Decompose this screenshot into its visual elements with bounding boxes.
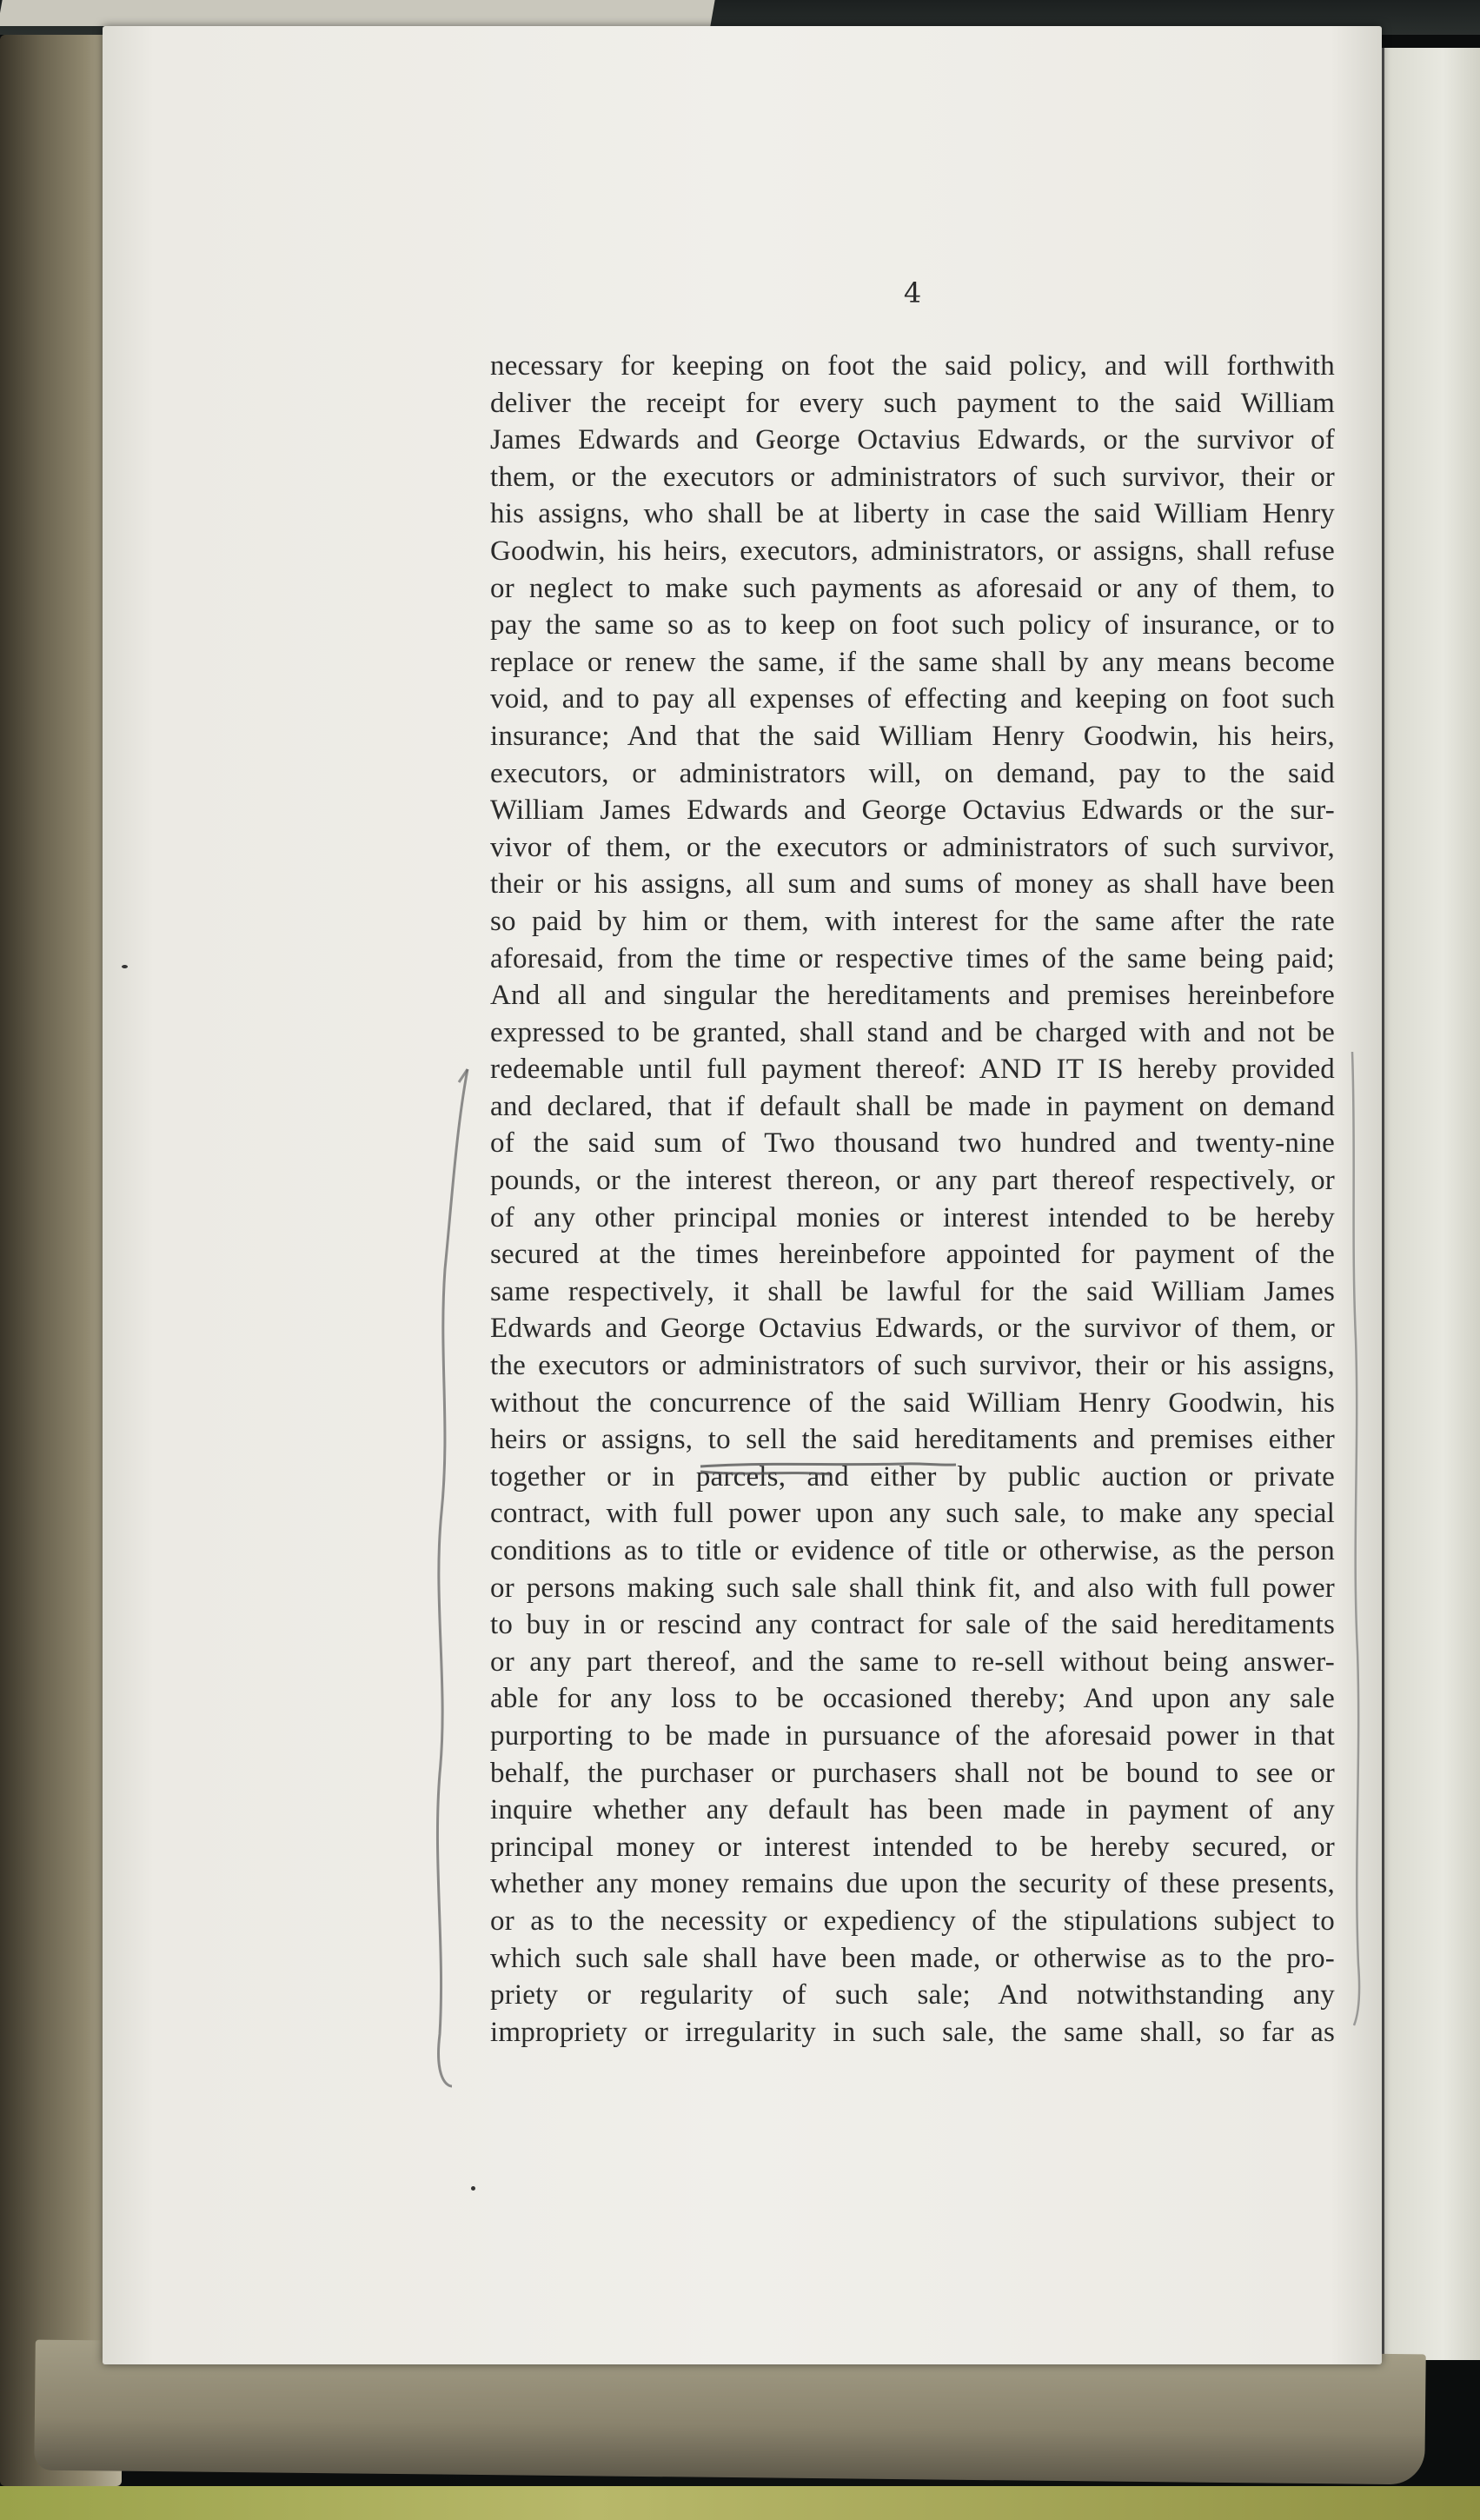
text-line: or any part thereof, and the same to re-sell without being answer- [490, 1646, 1335, 1678]
text-line: together or in parcels, and either by public auction or private [490, 1460, 1335, 1493]
text-line: executors, or administrators will, on demand, pay to the said [490, 757, 1335, 789]
bottom-edge [0, 2486, 1480, 2520]
text-line: without the concurrence of the said William Henry Goodwin, his [490, 1386, 1335, 1419]
text-line: them, or the executors or administrators of such survivor, their or [490, 461, 1335, 493]
text-line: behalf, the purchaser or purchasers shall not be bound to see or [490, 1757, 1335, 1789]
text-line: to buy in or rescind any contract for sale of the said hereditaments [490, 1609, 1335, 1641]
text-line: redeemable until full payment thereof: AND IT IS hereby provided [490, 1054, 1335, 1086]
text-line: able for any loss to be occasioned thereby; And upon any sale [490, 1683, 1335, 1715]
text-line: insurance; And that the said William Henry Goodwin, his heirs, [490, 720, 1335, 752]
text-line: pay the same so as to keep on foot such policy of insurance, or to [490, 609, 1335, 642]
text-line: or persons making such sale shall think fit, and also with full power [490, 1572, 1335, 1604]
text-line: purporting to be made in pursuance of the aforesaid power in that [490, 1719, 1335, 1752]
text-line: which such sale shall have been made, or otherwise as to the pro- [490, 1942, 1335, 1974]
text-line: deliver the receipt for every such payment to the said William [490, 387, 1335, 419]
text-line: their or his assigns, all sum and sums of money as shall have been [490, 868, 1335, 901]
page-number: 4 [903, 276, 922, 309]
text-line: of any other principal monies or interest intended to be hereby [490, 1201, 1335, 1233]
text-line: or as to the necessity or expediency of the stipulations subject to [490, 1905, 1335, 1937]
text-line: inquire whether any default has been made in payment of any [490, 1794, 1335, 1826]
ink-dot [471, 2186, 475, 2191]
text-line: priety or regularity of such sale; And notwithstanding any [490, 1979, 1335, 2011]
text-line: his assigns, who shall be at liberty in case the said William Henry [490, 498, 1335, 530]
text-line: Goodwin, his heirs, executors, administrators, or assigns, shall refuse [490, 535, 1335, 567]
text-line: heirs or assigns, to sell the said hereditaments and premises either [490, 1424, 1335, 1456]
text-line: necessary for keeping on foot the said policy, and will forthwith [490, 350, 1335, 382]
text-line: vivor of them, or the executors or administrators of such survivor, [490, 831, 1335, 863]
text-line: pounds, or the interest thereon, or any part thereof respectively, or [490, 1165, 1335, 1197]
text-line: And all and singular the hereditaments and premises hereinbefore [490, 980, 1335, 1012]
text-line: expressed to be granted, shall stand and be charged with and not be [490, 1016, 1335, 1048]
text-line: of the said sum of Two thousand two hundred and twenty-nine [490, 1127, 1335, 1160]
adjacent-page-right [1382, 48, 1480, 2360]
body-text [490, 348, 1335, 2051]
text-line: James Edwards and George Octavius Edwards, or the survivor of [490, 424, 1335, 456]
text-line: William James Edwards and George Octavius Edwards or the sur- [490, 795, 1335, 827]
text-line: and declared, that if default shall be made in payment on demand [490, 1090, 1335, 1122]
text-line: secured at the times hereinbefore appointed for payment of the [490, 1239, 1335, 1271]
text-line: so paid by him or them, with interest for the same after the rate [490, 905, 1335, 937]
text-line: replace or renew the same, if the same shall by any means become [490, 646, 1335, 678]
text-line: contract, with full power upon any such sale, to make any special [490, 1498, 1335, 1530]
text-line: the executors or administrators of such survivor, their or his assigns, [490, 1350, 1335, 1382]
text-line: aforesaid, from the time or respective times of the same being paid; [490, 942, 1335, 974]
text-line: same respectively, it shall be lawful for the said William James [490, 1275, 1335, 1307]
text-line: whether any money remains due upon the security of these presents, [490, 1868, 1335, 1900]
ink-dot [122, 965, 128, 968]
text-line: Edwards and George Octavius Edwards, or the survivor of them, or [490, 1313, 1335, 1345]
text-line: conditions as to title or evidence of title or otherwise, as the person [490, 1535, 1335, 1566]
text-line: or neglect to make such payments as aforesaid or any of them, to [490, 572, 1335, 604]
top-paper-edge [0, 0, 715, 26]
text-line: principal money or interest intended to be hereby secured, or [490, 1831, 1335, 1863]
text-line: impropriety or irregularity in such sale, the same shall, so far as [490, 2016, 1335, 2048]
text-line: void, and to pay all expenses of effecting and keeping on foot such [490, 683, 1335, 715]
